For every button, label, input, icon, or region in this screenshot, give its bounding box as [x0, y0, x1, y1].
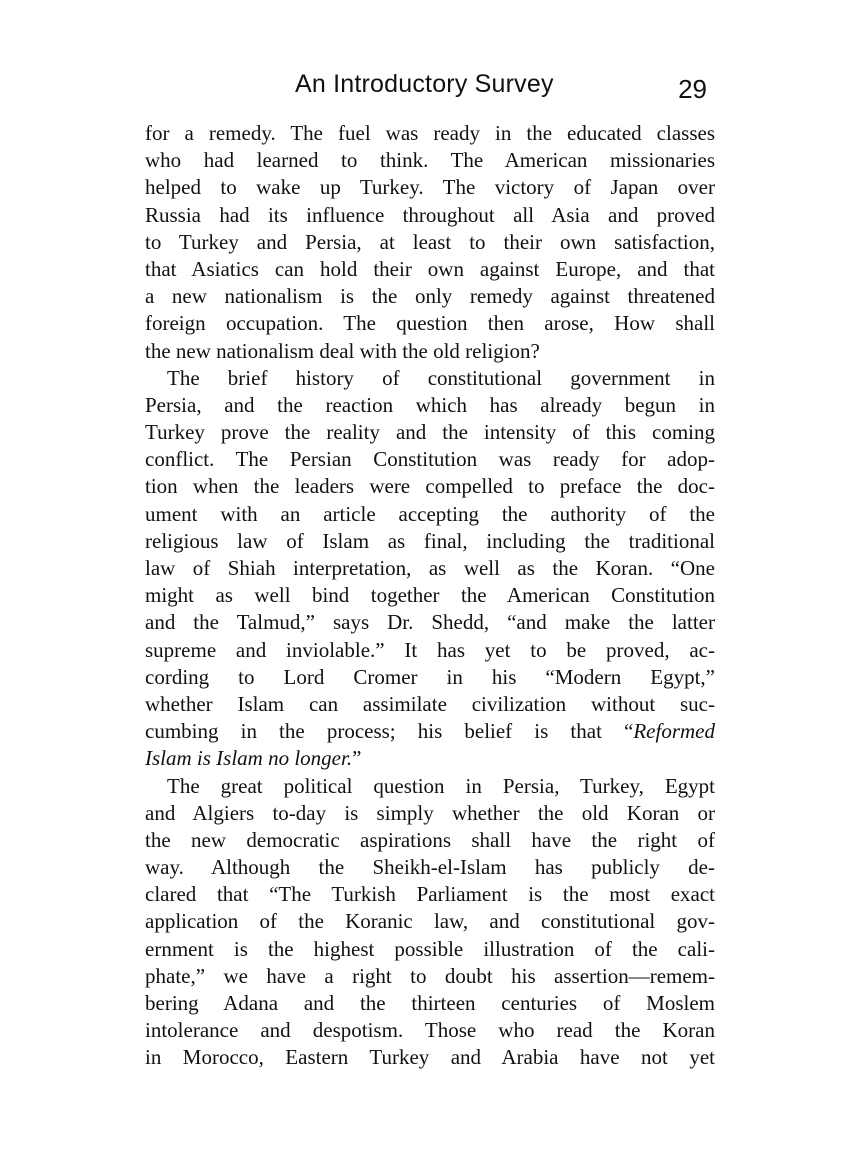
running-header [145, 70, 715, 106]
text-line: whether Islam can assimilate civilization without suc- [145, 691, 715, 716]
paragraph-first-line: The brief history of constitutional government in [167, 365, 715, 390]
text-line: the new democratic aspirations shall have the right of [145, 827, 715, 852]
text-line: foreign occupation. The question then arose, How shall [145, 311, 715, 336]
text-line: religious law of Islam as final, including the traditional [145, 528, 715, 553]
text-line-with-italic [145, 745, 715, 772]
text-line: way. Although the Sheikh-el-Islam has publicly de- [145, 855, 715, 880]
text-line: that Asiatics can hold their own against Europe, and that [145, 256, 715, 281]
text-line: supreme and inviolable.” It has yet to be proved, ac- [145, 637, 715, 662]
text-line: application of the Koranic law, and constitutional gov- [145, 909, 715, 934]
text-line: Persia, and the reaction which has already begun in [145, 392, 715, 417]
text-line: to Turkey and Persia, at least to their own satisfaction, [145, 229, 715, 254]
text-line: Turkey prove the reality and the intensity of this coming [145, 420, 715, 445]
text-line: clared that “The Turkish Parliament is the most exact [145, 882, 715, 907]
body-text [145, 120, 715, 1072]
text-line: might as well bind together the American Constitution [145, 583, 715, 608]
text-line: conflict. The Persian Constitution was ready for adop- [145, 447, 715, 472]
text-line-with-italic [145, 718, 715, 745]
text-line: tion when the leaders were compelled to preface the doc- [145, 474, 715, 499]
text-line: ument with an article accepting the authority of the [145, 501, 715, 526]
text-segment: ” [352, 746, 362, 771]
text-line: bering Adana and the thirteen centuries of Moslem [145, 991, 715, 1015]
running-title: An Introductory Survey [295, 70, 554, 98]
text-line: who had learned to think. The American missionaries [145, 148, 715, 173]
text-line: phate,” we have a right to doubt his assertion—remem- [145, 963, 715, 988]
text-line: a new nationalism is the only remedy against threatened [145, 284, 715, 309]
text-line: for a remedy. The fuel was ready in the educated classes [145, 121, 715, 145]
text-line: Russia had its influence throughout all Asia and proved [145, 202, 715, 227]
text-line: intolerance and despotism. Those who read the Koran [145, 1018, 715, 1043]
page-number: 29 [678, 74, 707, 104]
text-line: law of Shiah interpretation, as well as the Koran. “One [145, 556, 715, 580]
text-line: in Morocco, Eastern Turkey and Arabia have not yet [145, 1045, 715, 1070]
text-line: helped to wake up Turkey. The victory of Japan over [145, 175, 715, 200]
italic-phrase: Reformed [633, 719, 715, 744]
text-line: and Algiers to-day is simply whether the old Koran or [145, 800, 715, 825]
text-line: ernment is the highest possible illustration of the cali- [145, 936, 715, 961]
text-line: the new nationalism deal with the old religion? [145, 338, 540, 363]
text-segment: cumbing in the process; his belief is that “ [145, 719, 634, 744]
paragraph-first-line: The great political question in Persia, Turkey, Egypt [167, 773, 715, 798]
text-line: cording to Lord Cromer in his “Modern Egypt,” [145, 664, 715, 689]
italic-phrase: Islam is Islam no longer. [145, 746, 353, 771]
text-line: and the Talmud,” says Dr. Shedd, “and make the latter [145, 610, 715, 635]
